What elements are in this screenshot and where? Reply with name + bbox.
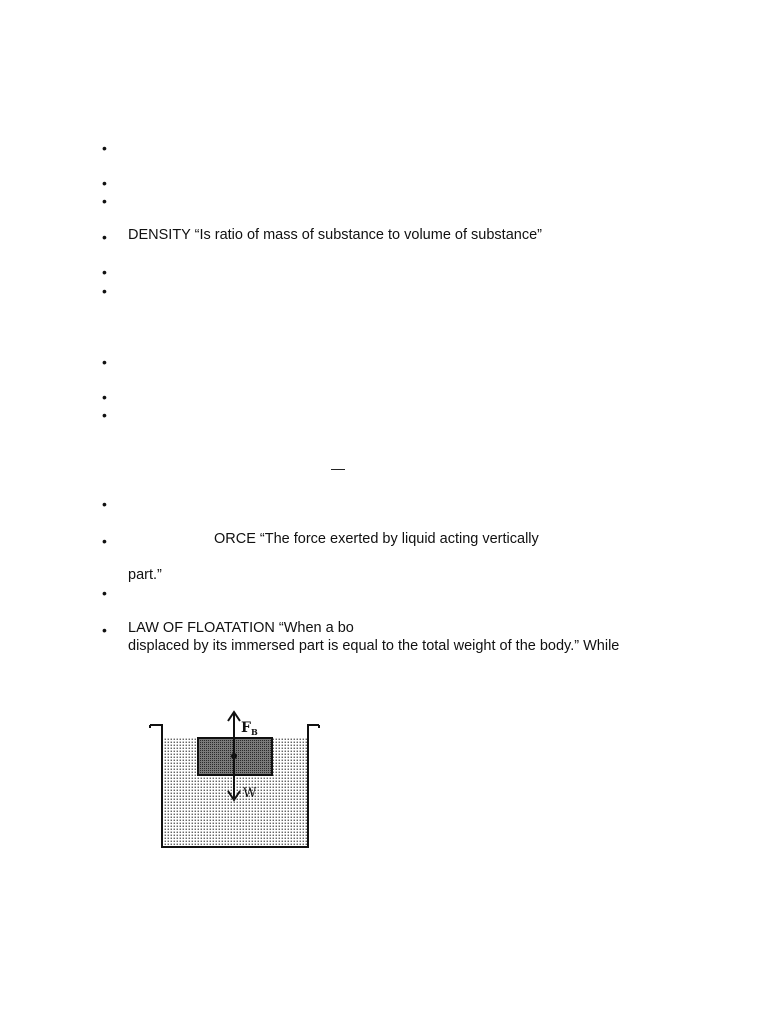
weight-label: W (243, 786, 257, 801)
list-bullet (102, 193, 110, 209)
law-of-floatation-heading: LAW OF FLOATATION “When a bo (128, 620, 354, 636)
list-bullet (102, 354, 110, 370)
list-bullet (102, 533, 110, 549)
law-of-floatation-continuation: displaced by its immersed part is equal to the total weight of the body.” While (128, 638, 620, 654)
buoyant-force-definition: ORCE “The force exerted by liquid acting vertically (214, 531, 539, 547)
fraction-dash: — (331, 460, 345, 476)
buoyant-force-label: $F_B$ (241, 720, 258, 737)
list-bullet (102, 283, 110, 299)
list-bullet (102, 264, 110, 280)
list-bullet (102, 175, 110, 191)
list-bullet (102, 389, 110, 405)
list-bullet (102, 622, 110, 638)
list-bullet (102, 140, 110, 156)
list-bullet (102, 407, 110, 423)
list-bullet (102, 585, 110, 601)
centre-of-gravity (231, 753, 237, 759)
floatation-diagram (146, 708, 322, 854)
density-definition: DENSITY “Is ratio of mass of substance to volume of substance” (128, 227, 542, 243)
list-bullet (102, 496, 110, 512)
buoyant-force-continuation: part.” (128, 567, 162, 583)
list-bullet (102, 229, 110, 245)
